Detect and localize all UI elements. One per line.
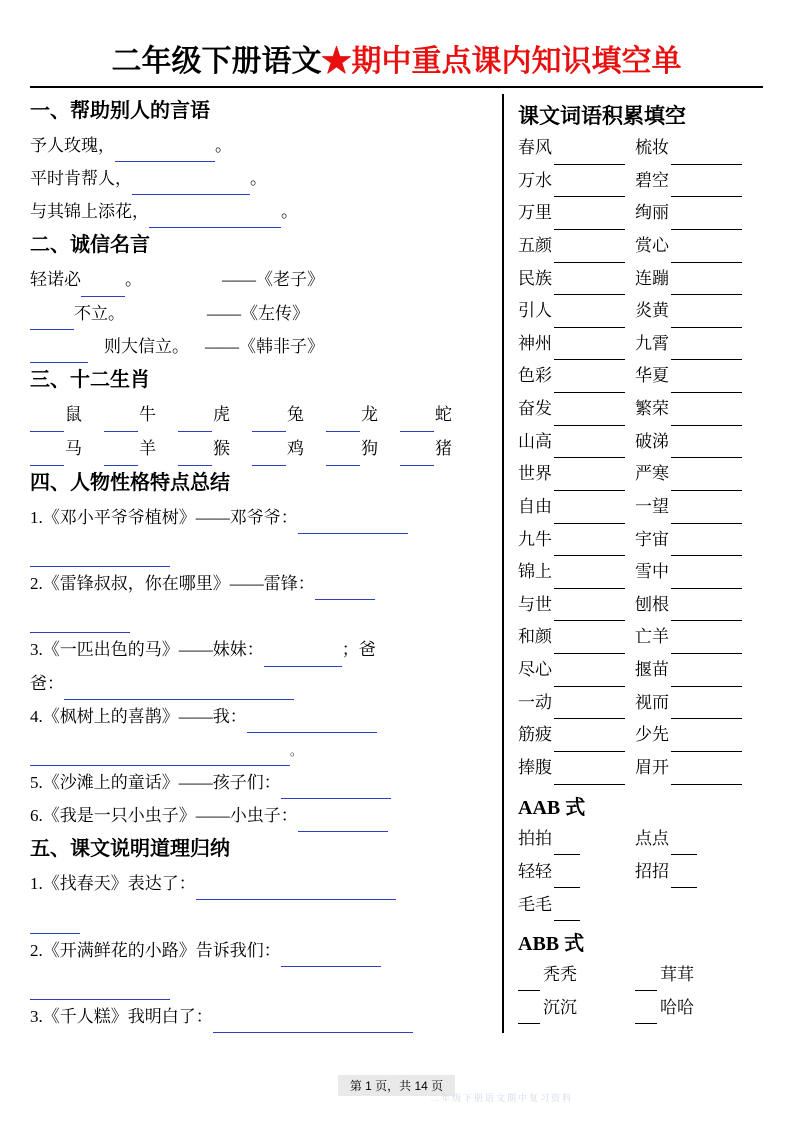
word-text: 捧腹 xyxy=(518,757,552,777)
item-number: 3. xyxy=(30,1006,43,1026)
fill-blank[interactable] xyxy=(326,413,360,432)
title-red: 期中重点课内知识填空单 xyxy=(351,45,682,78)
line-text: 则大信立。 xyxy=(104,336,189,356)
fill-blank[interactable] xyxy=(671,439,742,458)
word-text: 神州 xyxy=(518,333,552,353)
section-heading-2: 二、诚信名言 xyxy=(30,234,150,257)
fill-blank[interactable] xyxy=(30,548,170,567)
fill-blank[interactable] xyxy=(554,211,625,230)
aab-cell xyxy=(635,855,752,888)
word-cell xyxy=(518,556,635,589)
fill-blank[interactable] xyxy=(554,276,625,295)
word-row xyxy=(518,165,752,198)
word-cell xyxy=(518,589,635,622)
word-row xyxy=(518,263,752,296)
title-star: ★ xyxy=(321,45,352,78)
zodiac-char: 鸡 xyxy=(287,438,304,458)
list-item-cont xyxy=(30,667,494,700)
word-text: 万里 xyxy=(518,203,552,223)
fill-blank[interactable] xyxy=(400,447,434,466)
fill-blank[interactable] xyxy=(671,407,742,426)
item-number: 2. xyxy=(30,940,43,960)
fill-blank[interactable] xyxy=(671,869,697,888)
line-text: 《沙滩上的童话》——孩子们： xyxy=(42,772,281,792)
fill-blank[interactable] xyxy=(635,972,657,991)
item-number: 1. xyxy=(30,507,43,527)
fill-blank[interactable] xyxy=(30,747,290,766)
aab-row xyxy=(518,822,752,855)
word-row xyxy=(518,654,752,687)
word-text: 毛毛 xyxy=(518,894,552,914)
word-cell xyxy=(635,719,752,752)
word-cell xyxy=(518,621,635,654)
word-cell xyxy=(518,295,635,328)
word-cell xyxy=(635,132,752,165)
word-text: 拍拍 xyxy=(518,828,552,848)
fill-blank[interactable] xyxy=(554,766,625,785)
fill-blank[interactable] xyxy=(671,178,742,197)
word-row xyxy=(518,458,752,491)
word-cell xyxy=(518,524,635,557)
word-row xyxy=(518,328,752,361)
word-text: 哈哈 xyxy=(660,998,694,1018)
zodiac-char: 狗 xyxy=(361,438,378,458)
fill-blank[interactable] xyxy=(635,1005,657,1024)
word-row xyxy=(518,230,752,263)
list-item-cont xyxy=(30,600,494,633)
word-text: 宇宙 xyxy=(635,529,669,549)
line-text: 《找春天》表达了： xyxy=(42,874,196,894)
item-number: 1. xyxy=(30,874,43,894)
word-text: 梳妆 xyxy=(635,138,669,157)
word-text: 亡羊 xyxy=(635,627,669,647)
word-text: 华夏 xyxy=(635,366,669,386)
fill-blank[interactable] xyxy=(326,447,360,466)
word-text: 刨根 xyxy=(635,594,669,614)
left-column xyxy=(30,94,502,1033)
fill-blank[interactable] xyxy=(554,836,580,855)
fill-blank[interactable] xyxy=(400,413,434,432)
section-heading-1: 一、帮助别人的言语 xyxy=(30,100,210,122)
fill-blank[interactable] xyxy=(252,447,286,466)
item-number: 4. xyxy=(30,706,43,726)
word-cell xyxy=(635,589,752,622)
source-title: 《韩非子》 xyxy=(239,336,324,356)
fill-blank[interactable] xyxy=(518,1005,540,1024)
word-text: 锦上 xyxy=(518,562,552,582)
fill-blank[interactable] xyxy=(30,915,80,934)
source-title: 《老子》 xyxy=(256,270,324,290)
fill-blank[interactable] xyxy=(554,902,580,921)
word-cell xyxy=(635,687,752,720)
list-item xyxy=(30,700,494,733)
source-title: 《左传》 xyxy=(241,303,309,323)
fill-blank[interactable] xyxy=(554,668,625,687)
word-text: 招招 xyxy=(635,861,669,881)
word-cell xyxy=(518,687,635,720)
word-cell xyxy=(635,230,752,263)
list-item-cont xyxy=(30,967,494,1000)
zodiac-row-1 xyxy=(30,398,494,432)
dash: —— xyxy=(222,270,256,290)
word-cell xyxy=(518,263,635,296)
line-text: 《一匹出色的马》——妹妹： xyxy=(42,640,264,660)
abb-row xyxy=(518,991,752,1024)
line-text: 轻诺必 xyxy=(30,270,81,290)
fill-blank[interactable] xyxy=(30,413,64,432)
line-tail: 。 xyxy=(290,743,303,758)
aab-cell xyxy=(635,888,752,921)
fill-blank[interactable] xyxy=(115,143,215,162)
line-text: 不立。 xyxy=(74,303,125,323)
word-cell xyxy=(635,458,752,491)
fill-blank[interactable] xyxy=(671,211,742,230)
item-number: 5. xyxy=(30,772,43,792)
word-text: 九牛 xyxy=(518,529,552,549)
fill-blank[interactable] xyxy=(554,570,625,589)
fill-blank[interactable] xyxy=(132,176,250,195)
section-heading-4: 四、人物性格特点总结 xyxy=(30,471,230,494)
word-cell xyxy=(635,393,752,426)
list-item xyxy=(30,567,494,600)
word-text: 茸茸 xyxy=(660,964,694,984)
page-number: 第 1 页，共 14 页 xyxy=(338,1075,455,1096)
fill-blank[interactable] xyxy=(30,311,74,330)
title-divider xyxy=(30,86,763,88)
fill-blank[interactable] xyxy=(178,413,212,432)
abb-cell xyxy=(635,991,752,1024)
word-text: 自由 xyxy=(518,496,552,516)
line-text: 《邓小平爷爷植树》——邓爷爷： xyxy=(42,507,298,527)
fill-blank[interactable] xyxy=(554,407,625,426)
fill-blank[interactable] xyxy=(671,374,742,393)
word-cell xyxy=(635,328,752,361)
zodiac-char: 蛇 xyxy=(435,404,452,424)
word-cell xyxy=(635,165,752,198)
fill-blank[interactable] xyxy=(64,681,294,700)
fill-blank[interactable] xyxy=(554,505,625,524)
fill-blank[interactable] xyxy=(281,780,391,799)
word-text: 繁荣 xyxy=(635,399,669,418)
line-text: 《开满鲜花的小路》告诉我们： xyxy=(42,940,281,960)
word-text: 点点 xyxy=(635,828,669,848)
fill-blank[interactable] xyxy=(554,635,625,654)
word-text: 绚丽 xyxy=(635,203,669,223)
fill-blank[interactable] xyxy=(671,700,742,719)
word-text: 尽心 xyxy=(518,660,552,679)
list-item-cont xyxy=(30,534,494,567)
fill-blank[interactable] xyxy=(671,570,742,589)
aab-cell xyxy=(635,822,752,855)
word-text: 炎黄 xyxy=(635,301,669,321)
fill-blank[interactable] xyxy=(671,146,742,165)
line-text: 爸： xyxy=(30,673,64,693)
word-text: 色彩 xyxy=(518,366,552,386)
word-cell xyxy=(518,393,635,426)
fill-blank[interactable] xyxy=(671,537,742,556)
word-text: 引人 xyxy=(518,301,552,321)
word-cell xyxy=(518,360,635,393)
aab-cell xyxy=(518,822,635,855)
word-text: 沉沉 xyxy=(543,998,577,1018)
list-item xyxy=(30,297,494,330)
list-item xyxy=(30,195,494,228)
word-text: 视而 xyxy=(635,692,669,712)
fill-blank[interactable] xyxy=(30,447,64,466)
word-cell xyxy=(635,524,752,557)
word-cell xyxy=(635,654,752,687)
zodiac-char: 龙 xyxy=(361,404,378,424)
word-cell xyxy=(518,165,635,198)
fill-blank[interactable] xyxy=(518,972,540,991)
fill-blank[interactable] xyxy=(554,309,625,328)
zodiac-char: 猪 xyxy=(435,438,452,458)
list-item xyxy=(30,129,494,162)
word-text: 世界 xyxy=(518,464,552,484)
fill-blank[interactable] xyxy=(104,413,138,432)
zodiac-char: 鼠 xyxy=(65,404,82,424)
fill-blank[interactable] xyxy=(298,813,388,832)
list-item xyxy=(30,799,494,832)
list-item-cont xyxy=(30,900,494,933)
word-cell xyxy=(518,426,635,459)
fill-blank[interactable] xyxy=(671,505,742,524)
list-item xyxy=(30,633,494,666)
list-item xyxy=(30,162,494,195)
fill-blank[interactable] xyxy=(671,603,742,622)
word-row xyxy=(518,719,752,752)
word-text: 五颜 xyxy=(518,235,552,255)
word-row xyxy=(518,556,752,589)
aab-heading: AAB 式 xyxy=(518,796,586,819)
word-row xyxy=(518,197,752,230)
fill-blank[interactable] xyxy=(554,700,625,719)
fill-blank[interactable] xyxy=(554,342,625,361)
line-punct: 。 xyxy=(125,270,142,290)
dash: —— xyxy=(207,303,241,323)
fill-blank[interactable] xyxy=(30,344,88,363)
line-text: 《我是一只小虫子》——小虫子： xyxy=(42,806,298,826)
word-row xyxy=(518,132,752,165)
line-text: 《千人糕》我明白了： xyxy=(42,1006,213,1026)
word-text: 山高 xyxy=(518,431,552,451)
page-footer xyxy=(0,1075,793,1096)
line-text: 与其锦上添花， xyxy=(30,202,149,222)
fill-blank[interactable] xyxy=(213,1014,413,1033)
fill-blank[interactable] xyxy=(671,766,742,785)
fill-blank[interactable] xyxy=(671,472,742,491)
word-cell xyxy=(635,752,752,785)
fill-blank[interactable] xyxy=(554,439,625,458)
fill-blank[interactable] xyxy=(281,948,381,967)
fill-blank[interactable] xyxy=(554,244,625,263)
line-text: 《雷锋叔叔，你在哪里》——雷锋： xyxy=(42,574,315,594)
word-text: 秃秃 xyxy=(543,964,577,984)
right-column-heading: 课文词语积累填空 xyxy=(518,104,686,128)
word-text: 奋发 xyxy=(518,399,552,418)
dash: —— xyxy=(205,336,239,356)
fill-blank[interactable] xyxy=(671,276,742,295)
fill-blank[interactable] xyxy=(554,733,625,752)
abb-cell xyxy=(635,958,752,991)
word-row xyxy=(518,360,752,393)
word-text: 轻轻 xyxy=(518,861,552,881)
word-text: 筋疲 xyxy=(518,725,552,745)
word-cell xyxy=(635,263,752,296)
word-text: 眉开 xyxy=(635,757,669,777)
word-cell xyxy=(635,360,752,393)
word-row xyxy=(518,589,752,622)
fill-blank[interactable] xyxy=(671,342,742,361)
fill-blank[interactable] xyxy=(30,981,170,1000)
word-row xyxy=(518,687,752,720)
word-cell xyxy=(635,426,752,459)
fill-blank[interactable] xyxy=(671,836,697,855)
fill-blank[interactable] xyxy=(554,537,625,556)
word-text: 破涕 xyxy=(635,431,669,451)
word-text: 一望 xyxy=(635,496,669,516)
abb-cell xyxy=(518,958,635,991)
zodiac-char: 羊 xyxy=(139,438,156,458)
word-cell xyxy=(518,197,635,230)
line-tail: 。 xyxy=(215,136,232,155)
aab-cell xyxy=(518,855,635,888)
list-item xyxy=(30,766,494,799)
list-item xyxy=(30,330,494,363)
item-number: 6. xyxy=(30,806,43,826)
word-cell xyxy=(518,654,635,687)
list-item-cont xyxy=(30,733,494,766)
fill-blank[interactable] xyxy=(81,278,125,297)
fill-blank[interactable] xyxy=(315,581,375,600)
item-number: 2. xyxy=(30,574,43,594)
fill-blank[interactable] xyxy=(149,210,281,229)
word-text: 与世 xyxy=(518,594,552,614)
fill-blank[interactable] xyxy=(671,733,742,752)
content-columns xyxy=(30,94,763,1033)
fill-blank[interactable] xyxy=(30,615,130,634)
fill-blank[interactable] xyxy=(554,146,625,165)
word-cell xyxy=(635,197,752,230)
fill-blank[interactable] xyxy=(104,447,138,466)
line-text: 予人玫瑰， xyxy=(30,136,115,155)
aab-cell xyxy=(518,888,635,921)
word-cell xyxy=(518,491,635,524)
word-cell xyxy=(635,556,752,589)
word-cell xyxy=(518,458,635,491)
fill-blank[interactable] xyxy=(196,882,396,901)
zodiac-row-2 xyxy=(30,432,494,466)
abb-cell xyxy=(518,991,635,1024)
word-text: 严寒 xyxy=(635,464,669,484)
word-text: 连蹦 xyxy=(635,268,669,288)
list-item xyxy=(30,867,494,900)
fill-blank[interactable] xyxy=(671,635,742,654)
word-cell xyxy=(518,719,635,752)
word-row xyxy=(518,295,752,328)
word-text: 春风 xyxy=(518,138,552,157)
fill-blank[interactable] xyxy=(554,603,625,622)
fill-blank[interactable] xyxy=(554,374,625,393)
word-text: 和颜 xyxy=(518,627,552,647)
zodiac-char: 猴 xyxy=(213,438,230,458)
zodiac-char: 牛 xyxy=(139,404,156,424)
aab-row xyxy=(518,888,752,921)
word-cell xyxy=(518,132,635,165)
title-black: 二年级下册语文 xyxy=(111,45,322,78)
word-text: 揠苗 xyxy=(635,660,669,679)
fill-blank[interactable] xyxy=(298,515,408,534)
fill-blank[interactable] xyxy=(252,413,286,432)
fill-blank[interactable] xyxy=(264,648,342,667)
watermark: 二年级下册语文期中复习资料 xyxy=(430,1093,574,1103)
word-cell xyxy=(635,295,752,328)
word-cell xyxy=(635,621,752,654)
list-item xyxy=(30,934,494,967)
line-tail: 。 xyxy=(281,202,298,222)
fill-blank[interactable] xyxy=(178,447,212,466)
fill-blank[interactable] xyxy=(554,178,625,197)
section-heading-3: 三、十二生肖 xyxy=(30,368,150,391)
word-row xyxy=(518,524,752,557)
word-text: 九霄 xyxy=(635,333,669,353)
word-row xyxy=(518,752,752,785)
fill-blank[interactable] xyxy=(671,309,742,328)
item-number: 3. xyxy=(30,640,43,660)
word-text: 少先 xyxy=(635,725,669,745)
word-text: 碧空 xyxy=(635,170,669,190)
page-title xyxy=(30,36,763,80)
fill-blank[interactable] xyxy=(554,472,625,491)
word-cell xyxy=(518,230,635,263)
fill-blank[interactable] xyxy=(554,869,580,888)
word-text: 赏心 xyxy=(635,235,669,255)
abb-row xyxy=(518,958,752,991)
word-row xyxy=(518,621,752,654)
word-text: 万水 xyxy=(518,170,552,190)
list-item xyxy=(30,1000,494,1033)
word-cell xyxy=(518,752,635,785)
line-punct: ；爸 xyxy=(341,640,376,660)
word-row xyxy=(518,426,752,459)
word-row xyxy=(518,491,752,524)
list-item xyxy=(30,263,494,296)
line-text: 平时肯帮人， xyxy=(30,169,132,189)
word-text: 雪中 xyxy=(635,562,669,582)
zodiac-char: 兔 xyxy=(287,404,304,424)
line-tail: 。 xyxy=(250,169,267,189)
zodiac-char: 马 xyxy=(65,438,82,458)
list-item xyxy=(30,501,494,534)
fill-blank[interactable] xyxy=(671,668,742,687)
zodiac-char: 虎 xyxy=(213,404,230,424)
word-text: 一动 xyxy=(518,692,552,712)
section-heading-5: 五、课文说明道理归纳 xyxy=(30,838,230,861)
word-text: 民族 xyxy=(518,268,552,288)
line-text: 《枫树上的喜鹊》——我： xyxy=(42,706,247,726)
fill-blank[interactable] xyxy=(671,244,742,263)
aab-row xyxy=(518,855,752,888)
fill-blank[interactable] xyxy=(247,714,377,733)
abb-heading: ABB 式 xyxy=(518,932,585,955)
word-row xyxy=(518,393,752,426)
word-cell xyxy=(635,491,752,524)
word-cell xyxy=(518,328,635,361)
right-column xyxy=(502,94,752,1033)
